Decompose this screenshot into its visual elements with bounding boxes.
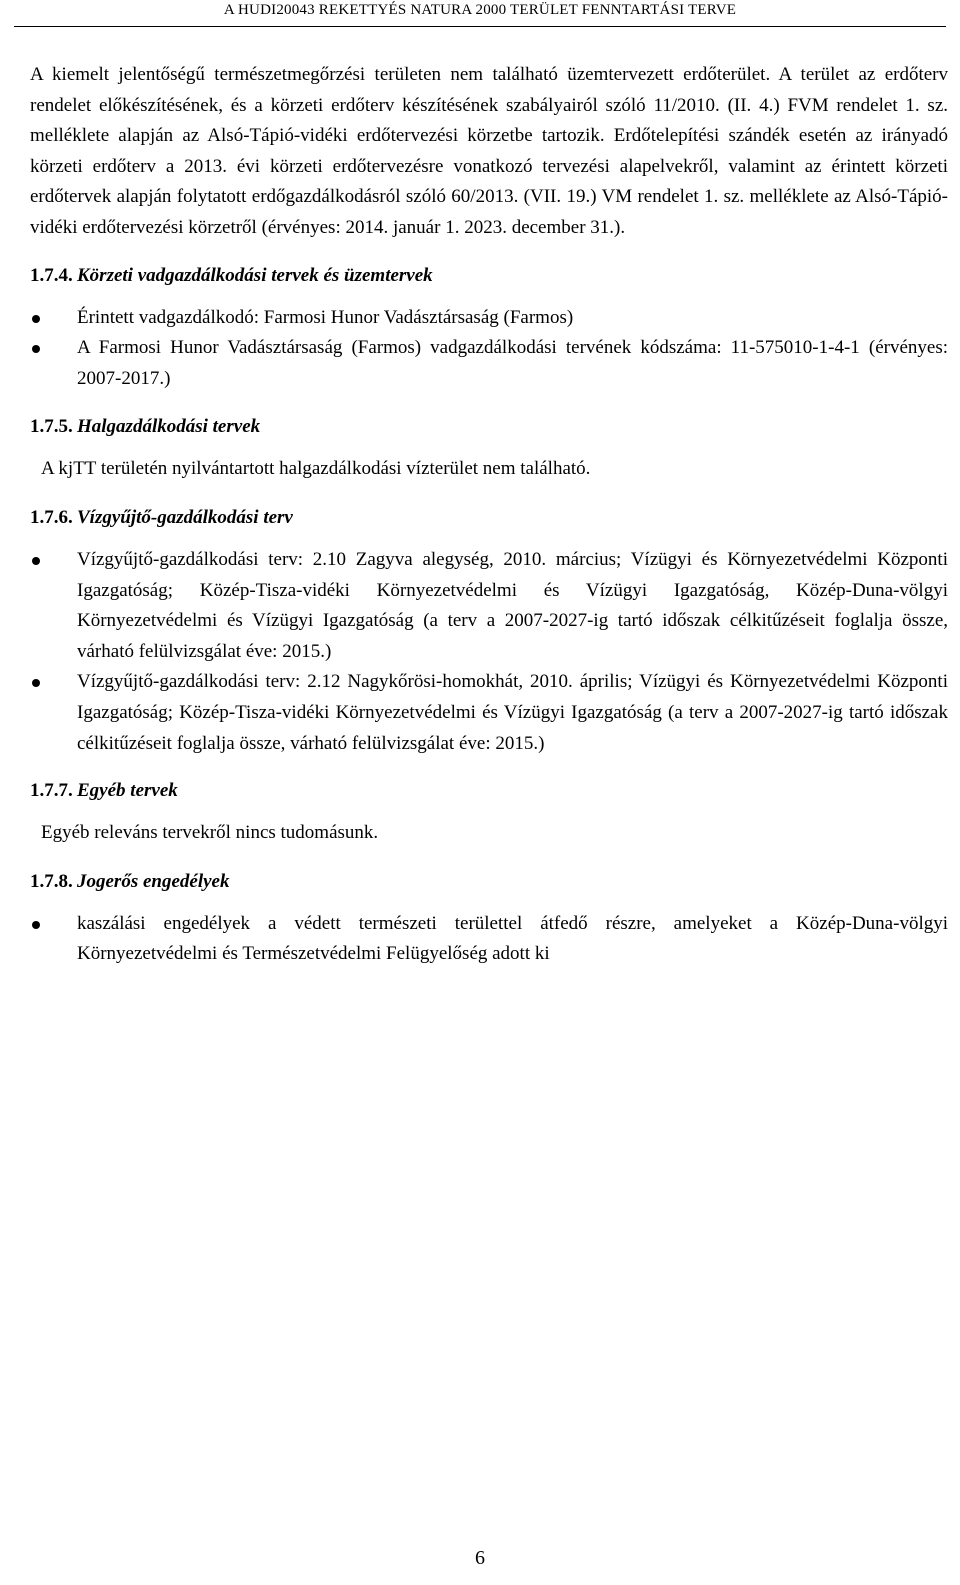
section-number: 1.7.4. [30, 264, 73, 286]
section-number: 1.7.7. [30, 780, 73, 802]
section-title: Halgazdálkodási tervek [77, 416, 261, 438]
section-heading-1-7-8 [30, 867, 948, 897]
section-title: Jogerős engedélyek [77, 870, 230, 892]
header-rule [14, 26, 946, 27]
list-item-text: kaszálási engedélyek a védett természeti területtel átfedő részre, amelyeket a Közép-Duna-völgyi Környezetvédelmi és Természetvédelmi Felügyelőség adott ki [77, 912, 948, 965]
bullet-icon [32, 921, 40, 929]
bullet-icon [32, 345, 40, 353]
section-paragraph: A kjTT területén nyilvántartott halgazdálkodási vízterület nem található. [41, 458, 591, 480]
running-header: A HUDI20043 REKETTYÉS NATURA 2000 TERÜLET FENNTARTÁSI TERVE [223, 2, 737, 18]
list-item [30, 303, 948, 334]
section-title: Egyéb tervek [77, 780, 178, 802]
bullet-list-1-7-6 [30, 545, 948, 759]
bullet-list-1-7-8 [30, 909, 948, 970]
section-number: 1.7.8. [30, 870, 73, 892]
section-heading-1-7-6 [30, 503, 948, 533]
bullet-list-1-7-4 [30, 303, 948, 395]
section-number: 1.7.6. [30, 506, 73, 528]
list-item-text: A Farmosi Hunor Vadásztársaság (Farmos) vadgazdálkodási tervének kódszáma: 11-575010-1-4-1 (érvényes: 2007-2017.) [77, 337, 948, 389]
bullet-icon [32, 315, 40, 323]
list-item [30, 909, 948, 970]
bullet-icon [32, 679, 40, 687]
list-item [30, 667, 948, 759]
intro-paragraph: A kiemelt jelentőségű természetmegőrzési területen nem található üzemtervezett erdőterület. A terület az erdőterv rendelet előkészítésének, és a körzeti erdőterv készítésének szabályairól szóló 11/2010. (II. 4.) FVM rendelet 1. sz. melléklete alapján az Alsó-Tápió-vidéki erdőtervezési körzetbe tartozik. Erdőtelepítési szándék esetén az irányadó körzeti erdőterv a 2013. évi körzeti erdőtervezésre vonatkozó tervezési alapelvekről, valamint az érintett körzeti erdőtervek alapján folytatott erdőgazdálkodásról szóló 60/2013. (VII. 19.) VM rendelet 1. sz. melléklete az Alsó-Tápió-vidéki erdőtervezési körzetről (érvényes: 2014. január 1. 2023. december 31.). [30, 64, 948, 238]
section-number: 1.7.5. [30, 416, 73, 438]
list-item [30, 545, 948, 667]
section-heading-1-7-4 [30, 261, 948, 291]
list-item [30, 333, 948, 394]
section-heading-1-7-7 [30, 776, 948, 806]
list-item-text: Érintett vadgazdálkodó: Farmosi Hunor Vadásztársaság (Farmos) [77, 306, 574, 328]
list-item-text: Vízgyűjtő-gazdálkodási terv: 2.12 Nagykőrösi-homokhát, 2010. április; Vízügyi és Környezetvédelmi Központi Igazgatóság; Közép-Tisza-vidéki Környezetvédelmi és Vízügyi Igazgatóság (a terv a 2007-2027-ig tartó időszak célkitűzéseit foglalja össze, várható felülvizsgálat éve: 2015.) [77, 671, 948, 754]
section-heading-1-7-5 [30, 412, 948, 442]
section-paragraph: Egyéb releváns tervekről nincs tudomásunk. [41, 822, 379, 844]
section-title: Körzeti vadgazdálkodási tervek és üzemtervek [77, 264, 433, 286]
document-body [30, 60, 948, 970]
bullet-icon [32, 557, 40, 565]
section-title: Vízgyűjtő-gazdálkodási terv [77, 506, 293, 528]
page-number: 6 [475, 1547, 485, 1569]
list-item-text: Vízgyűjtő-gazdálkodási terv: 2.10 Zagyva alegység, 2010. március; Vízügyi és Környezetvédelmi Központi Igazgatóság; Közép-Tisza-vidéki Környezetvédelmi és Vízügyi Igazgatóság, Közép-Duna-völgyi Környezetvédelmi és Vízügyi Igazgatóság (a terv a 2007-2027-ig tartó időszak célkitűzéseit foglalja össze, várható felülvizsgálat éve: 2015.) [77, 548, 948, 662]
